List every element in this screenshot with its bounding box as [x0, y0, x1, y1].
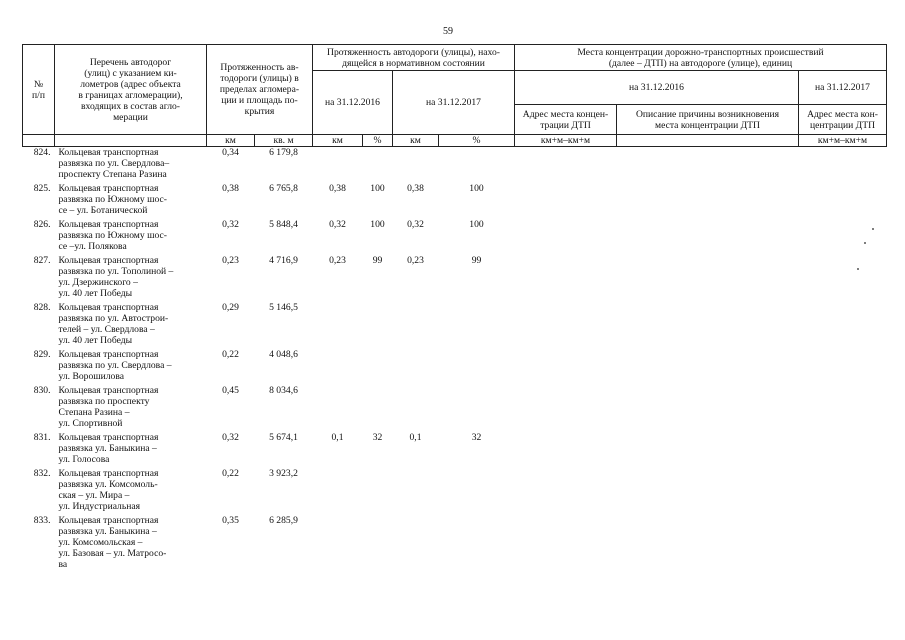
- length-km: 0,35: [222, 515, 239, 526]
- dtp-cell: [799, 147, 887, 184]
- header-on-2017: на 31.12.2017: [393, 71, 515, 135]
- normative-pct-2016: [363, 385, 393, 432]
- roads-table: [22, 44, 887, 573]
- dtp-cell: [799, 349, 887, 385]
- row-number: 830.: [33, 385, 51, 396]
- dtp-cell: [799, 183, 887, 219]
- table-row: [23, 468, 887, 515]
- normative-pct-2017: 32: [471, 432, 482, 443]
- dtp-cell: [799, 432, 887, 468]
- normative-km-2017: [393, 385, 439, 432]
- header-road-list: Перечень автодорог (улиц) с указанием ки- лометров (адрес объекта в границах агломерации), входящих в состав агло- мерации: [55, 45, 207, 135]
- header-addr-dtp-2017: Адрес места кон- центрации ДТП: [799, 105, 887, 135]
- normative-km-2016: 0,32: [329, 219, 346, 230]
- table-row: [23, 432, 887, 468]
- normative-km-2017: 0,23: [407, 255, 424, 266]
- area-sqm: 4 048,6: [269, 349, 298, 360]
- road-name: Кольцевая транспортная развязка по ул. Свердлова – ул. Ворошилова: [58, 349, 172, 382]
- normative-pct-2016: [363, 302, 393, 349]
- normative-km-2017: 0,38: [407, 183, 424, 194]
- unit-blank: [23, 135, 55, 147]
- normative-pct-2016: 99: [372, 255, 383, 266]
- normative-pct-2017: [439, 302, 515, 349]
- table-row: [23, 183, 887, 219]
- area-sqm: 5 146,5: [269, 302, 298, 313]
- unit-pct-2016: %: [363, 135, 393, 147]
- road-name: Кольцевая транспортная развязка по ул. Тополиной – ул. Дзержинского – ул. 40 лет Победы: [58, 255, 174, 299]
- dtp-cell: [515, 219, 617, 255]
- normative-pct-2017: [439, 515, 515, 573]
- row-number: 831.: [33, 432, 51, 443]
- length-km: 0,45: [222, 385, 239, 396]
- dtp-cell: [799, 468, 887, 515]
- unit-kmm-2016: км+м–км+м: [515, 135, 617, 147]
- normative-km-2017: [393, 349, 439, 385]
- dtp-cell: [799, 302, 887, 349]
- header-length-area: Протяженность ав- тодороги (улицы) в пределах агломера- ции и площадь по- крытия: [207, 45, 313, 135]
- road-name: Кольцевая транспортная развязка ул. Баныкина – ул. Голосова: [58, 432, 159, 465]
- road-name: Кольцевая транспортная развязка по Южному шос- се – ул. Ботанической: [58, 183, 167, 216]
- unit-blank: [55, 135, 207, 147]
- normative-pct-2016: 32: [372, 432, 383, 443]
- dtp-cell: [617, 349, 799, 385]
- dtp-cell: [515, 515, 617, 573]
- page-number: 59: [443, 26, 453, 37]
- table-row: [23, 302, 887, 349]
- length-km: 0,38: [222, 183, 239, 194]
- normative-km-2017: 0,32: [407, 219, 424, 230]
- normative-km-2016: 0,38: [329, 183, 346, 194]
- row-number: 828.: [33, 302, 51, 313]
- row-number: 826.: [33, 219, 51, 230]
- dtp-cell: [617, 255, 799, 302]
- road-name: Кольцевая транспортная развязка по проспекту Степана Разина – ул. Спортивной: [58, 385, 159, 429]
- dtp-cell: [617, 432, 799, 468]
- unit-kmm-2017: км+м–км+м: [799, 135, 887, 147]
- length-km: 0,34: [222, 147, 239, 158]
- unit-km-2016: км: [313, 135, 363, 147]
- normative-km-2016: [313, 349, 363, 385]
- dtp-cell: [515, 432, 617, 468]
- header-normative: Протяженность автодороги (улицы), нахо- дящейся в нормативном состоянии: [313, 45, 515, 71]
- table-row: [23, 147, 887, 184]
- header-addr-dtp: Адрес места концен- трации ДТП: [515, 105, 617, 135]
- dtp-cell: [515, 255, 617, 302]
- table-row: [23, 219, 887, 255]
- area-sqm: 8 034,6: [269, 385, 298, 396]
- dtp-cell: [515, 349, 617, 385]
- dtp-cell: [799, 515, 887, 573]
- normative-km-2017: 0,1: [409, 432, 422, 443]
- dtp-cell: [617, 183, 799, 219]
- normative-pct-2017: [439, 349, 515, 385]
- normative-km-2017: [393, 147, 439, 184]
- length-km: 0,23: [222, 255, 239, 266]
- normative-pct-2016: 100: [370, 219, 385, 230]
- table-row: [23, 385, 887, 432]
- table-row: [23, 515, 887, 573]
- road-name: Кольцевая транспортная развязка по ул. Автострои- телей – ул. Свердлова – ул. 40 лет Победы: [58, 302, 169, 346]
- road-name: Кольцевая транспортная развязка по Южному шос- се –ул. Полякова: [58, 219, 167, 252]
- unit-km: км: [207, 135, 255, 147]
- normative-pct-2016: 100: [370, 183, 385, 194]
- normative-km-2017: [393, 515, 439, 573]
- header-on-2016: на 31.12.2016: [313, 71, 393, 135]
- unit-sqm: кв. м: [255, 135, 313, 147]
- normative-km-2016: [313, 385, 363, 432]
- normative-pct-2017: 99: [471, 255, 482, 266]
- unit-km-2017: км: [393, 135, 439, 147]
- header-dtp-2017: на 31.12.2017: [799, 71, 887, 105]
- area-sqm: 6 179,8: [269, 147, 298, 158]
- normative-pct-2017: [439, 385, 515, 432]
- row-number: 825.: [33, 183, 51, 194]
- header-dtp: Места концентрации дорожно-транспортных происшествий (далее – ДТП) на автодороге (улице), единиц: [515, 45, 887, 71]
- area-sqm: 3 923,2: [269, 468, 298, 479]
- area-sqm: 6 765,8: [269, 183, 298, 194]
- area-sqm: 4 716,9: [269, 255, 298, 266]
- header-descr-dtp: Описание причины возникновения места концентрации ДТП: [617, 105, 799, 135]
- dtp-cell: [799, 255, 887, 302]
- area-sqm: 6 285,9: [269, 515, 298, 526]
- scan-dot: [872, 228, 874, 230]
- dtp-cell: [617, 468, 799, 515]
- length-km: 0,32: [222, 219, 239, 230]
- area-sqm: 5 848,4: [269, 219, 298, 230]
- normative-pct-2016: [363, 147, 393, 184]
- normative-km-2017: [393, 468, 439, 515]
- dtp-cell: [799, 385, 887, 432]
- normative-pct-2017: [439, 468, 515, 515]
- row-number: 832.: [33, 468, 51, 479]
- table-row: [23, 255, 887, 302]
- row-number: 827.: [33, 255, 51, 266]
- road-name: Кольцевая транспортная развязка ул. Комсомоль- ская – ул. Мира – ул. Индустриальная: [58, 468, 159, 512]
- normative-pct-2017: 100: [469, 219, 484, 230]
- normative-km-2016: [313, 302, 363, 349]
- row-number: 829.: [33, 349, 51, 360]
- dtp-cell: [799, 219, 887, 255]
- unit-pct-2017: %: [439, 135, 515, 147]
- dtp-cell: [617, 515, 799, 573]
- dtp-cell: [617, 302, 799, 349]
- road-name: Кольцевая транспортная развязка по ул. Свердлова– проспекту Степана Разина: [58, 147, 170, 180]
- normative-pct-2017: 100: [469, 183, 484, 194]
- scan-dot: [857, 268, 859, 270]
- table-row: [23, 349, 887, 385]
- road-name: Кольцевая транспортная развязка ул. Баныкина – ул. Комсомольская – ул. Базовая – ул. Матросо- ва: [58, 515, 167, 570]
- header-num: № п/п: [23, 45, 55, 135]
- row-number: 833.: [33, 515, 51, 526]
- dtp-cell: [617, 219, 799, 255]
- length-km: 0,22: [222, 349, 239, 360]
- dtp-cell: [515, 147, 617, 184]
- dtp-cell: [515, 468, 617, 515]
- unit-blank: [617, 135, 799, 147]
- length-km: 0,29: [222, 302, 239, 313]
- normative-km-2017: [393, 302, 439, 349]
- header-dtp-2016: на 31.12.2016: [515, 71, 799, 105]
- dtp-cell: [617, 147, 799, 184]
- dtp-cell: [515, 183, 617, 219]
- normative-pct-2017: [439, 147, 515, 184]
- dtp-cell: [515, 302, 617, 349]
- normative-km-2016: [313, 515, 363, 573]
- length-km: 0,32: [222, 432, 239, 443]
- area-sqm: 5 674,1: [269, 432, 298, 443]
- normative-km-2016: [313, 147, 363, 184]
- normative-km-2016: 0,23: [329, 255, 346, 266]
- dtp-cell: [617, 385, 799, 432]
- length-km: 0,22: [222, 468, 239, 479]
- normative-km-2016: 0,1: [331, 432, 344, 443]
- normative-pct-2016: [363, 515, 393, 573]
- normative-pct-2016: [363, 468, 393, 515]
- row-number: 824.: [33, 147, 51, 158]
- normative-pct-2016: [363, 349, 393, 385]
- dtp-cell: [515, 385, 617, 432]
- normative-km-2016: [313, 468, 363, 515]
- scan-dot: [864, 242, 866, 244]
